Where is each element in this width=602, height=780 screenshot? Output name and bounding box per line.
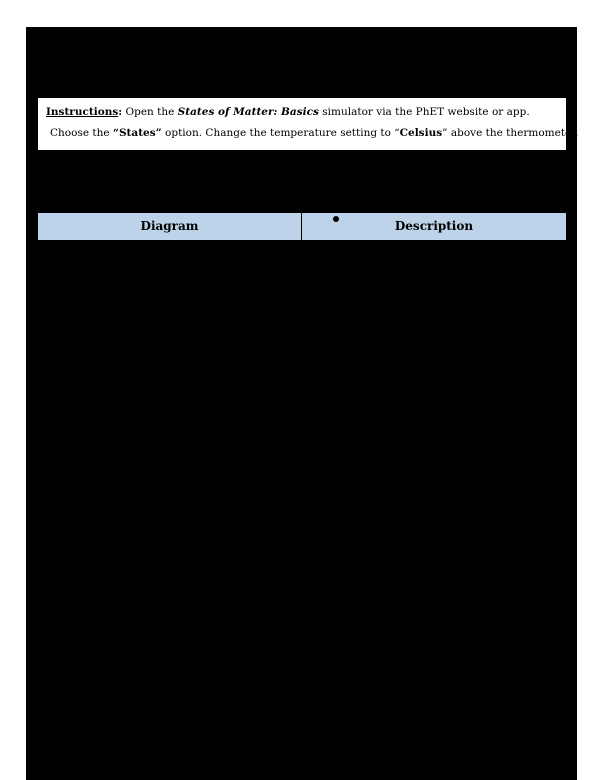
instructions-line1-post: simulator via the PhET website or app. [318,106,530,118]
table-header-row [38,213,566,240]
instructions-colon: : [118,106,123,118]
instructions-line2-pre: Choose the [50,127,113,139]
instructions-line-2 [50,127,578,139]
states-option: “States” [112,127,162,139]
instructions-box [38,98,579,150]
bullet-dot [333,216,339,222]
column-header-description: Description [394,219,474,233]
instructions-label: Instructions [46,106,119,118]
instructions-line-1 [46,106,530,118]
instructions-line2-mid: option. Change the temperature setting to “ [161,127,400,139]
instructions-line1-pre: Open the [122,106,178,118]
celsius-setting: Celsius [399,127,443,139]
simulator-name: States of Matter: Basics [177,106,319,118]
instructions-line2-post: ” above the thermometer. [442,127,579,139]
column-header-diagram: Diagram [140,219,199,233]
